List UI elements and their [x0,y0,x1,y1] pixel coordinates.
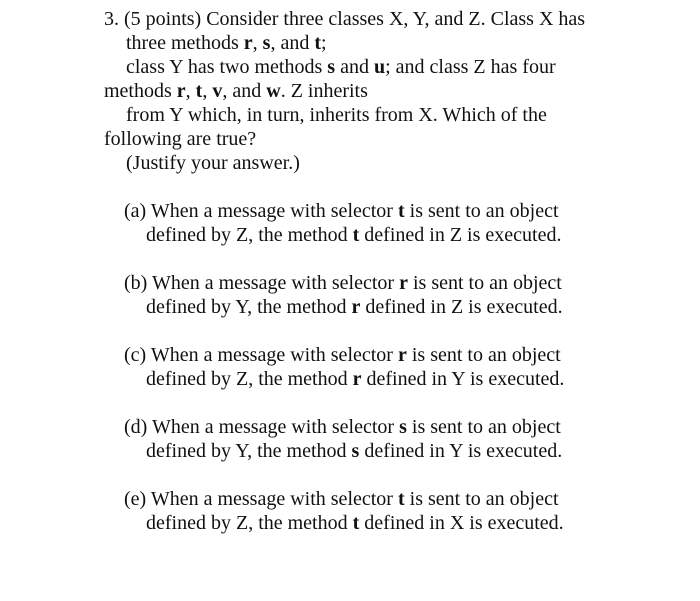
question-line-6 [104,127,256,151]
option-e-line-2 [146,511,564,535]
question-line-5 [126,103,547,127]
text-segment: defined by Z, the method [146,368,353,390]
option-c-line-1 [124,343,561,367]
question-line-2 [126,31,327,55]
question-line-7 [126,151,300,175]
bold-token: r [176,80,186,102]
text-segment: defined by Z, the method [146,224,353,246]
text-segment: methods [104,80,177,102]
text-segment: from Y which, in turn, inherits from X. Which of the [126,104,547,126]
text-segment: (b) When a message with selector [124,272,400,294]
bold-token: r [399,272,408,294]
option-b-line-1 [124,271,562,295]
text-segment: defined in Y is executed. [361,368,565,390]
bold-token: t [352,224,360,246]
bold-token: s [351,440,360,462]
text-segment: is sent to an object [404,200,559,222]
option-a-line-1 [124,199,559,223]
text-segment: three methods [126,32,244,54]
bold-token: v [212,80,223,102]
bold-token: t [195,80,203,102]
bold-token: w [266,80,281,102]
bold-token: r [351,296,361,318]
text-segment: defined by Z, the method [146,512,353,534]
bold-token: r [243,32,253,54]
text-segment: (Justify your answer.) [126,152,300,174]
bold-token: u [373,56,386,78]
text-segment: defined in Z is executed. [359,224,562,246]
text-segment: (d) When a message with selector [124,416,400,438]
text-segment: 3. (5 points) Consider three classes X, Y, and Z. Class X has [104,8,586,30]
bold-token: t [352,512,360,534]
option-d-line-2 [146,439,562,463]
text-segment: is sent to an object [406,416,561,438]
text-segment: (a) When a message with selector [124,200,398,222]
text-segment: , [252,32,263,54]
text-segment: , and [222,80,267,102]
text-segment: is sent to an object [404,488,559,510]
option-c-line-2 [146,367,564,391]
text-segment: defined in Y is executed. [359,440,563,462]
question-line-4 [104,79,368,103]
bold-token: s [327,56,336,78]
text-segment: defined in X is executed. [359,512,564,534]
option-b-line-2 [146,295,563,319]
text-segment: ; [321,32,327,54]
text-segment: defined by Y, the method [146,440,352,462]
text-segment: class Y has two methods [126,56,328,78]
bold-token: t [397,200,405,222]
text-segment: following are true? [104,128,257,150]
text-segment: ; and class Z has four [385,56,556,78]
option-e-line-1 [124,487,559,511]
text-segment: , and [270,32,315,54]
question-line-3 [126,55,556,79]
text-segment: defined by Y, the method [146,296,352,318]
text-segment: , [185,80,196,102]
option-d-line-1 [124,415,561,439]
text-segment: (e) When a message with selector [124,488,398,510]
bold-token: r [397,344,407,366]
text-segment: . Z inherits [280,80,368,102]
option-a-line-2 [146,223,561,247]
bold-token: t [397,488,405,510]
text-segment: is sent to an object [406,344,561,366]
bold-token: s [262,32,271,54]
question-line-1 [104,7,585,31]
bold-token: t [314,32,321,54]
text-segment: and [335,56,374,78]
text-segment: , [202,80,213,102]
text-segment: defined in Z is executed. [360,296,563,318]
bold-token: s [399,416,407,438]
text-segment: is sent to an object [407,272,562,294]
bold-token: r [352,368,362,390]
text-segment: (c) When a message with selector [124,344,398,366]
